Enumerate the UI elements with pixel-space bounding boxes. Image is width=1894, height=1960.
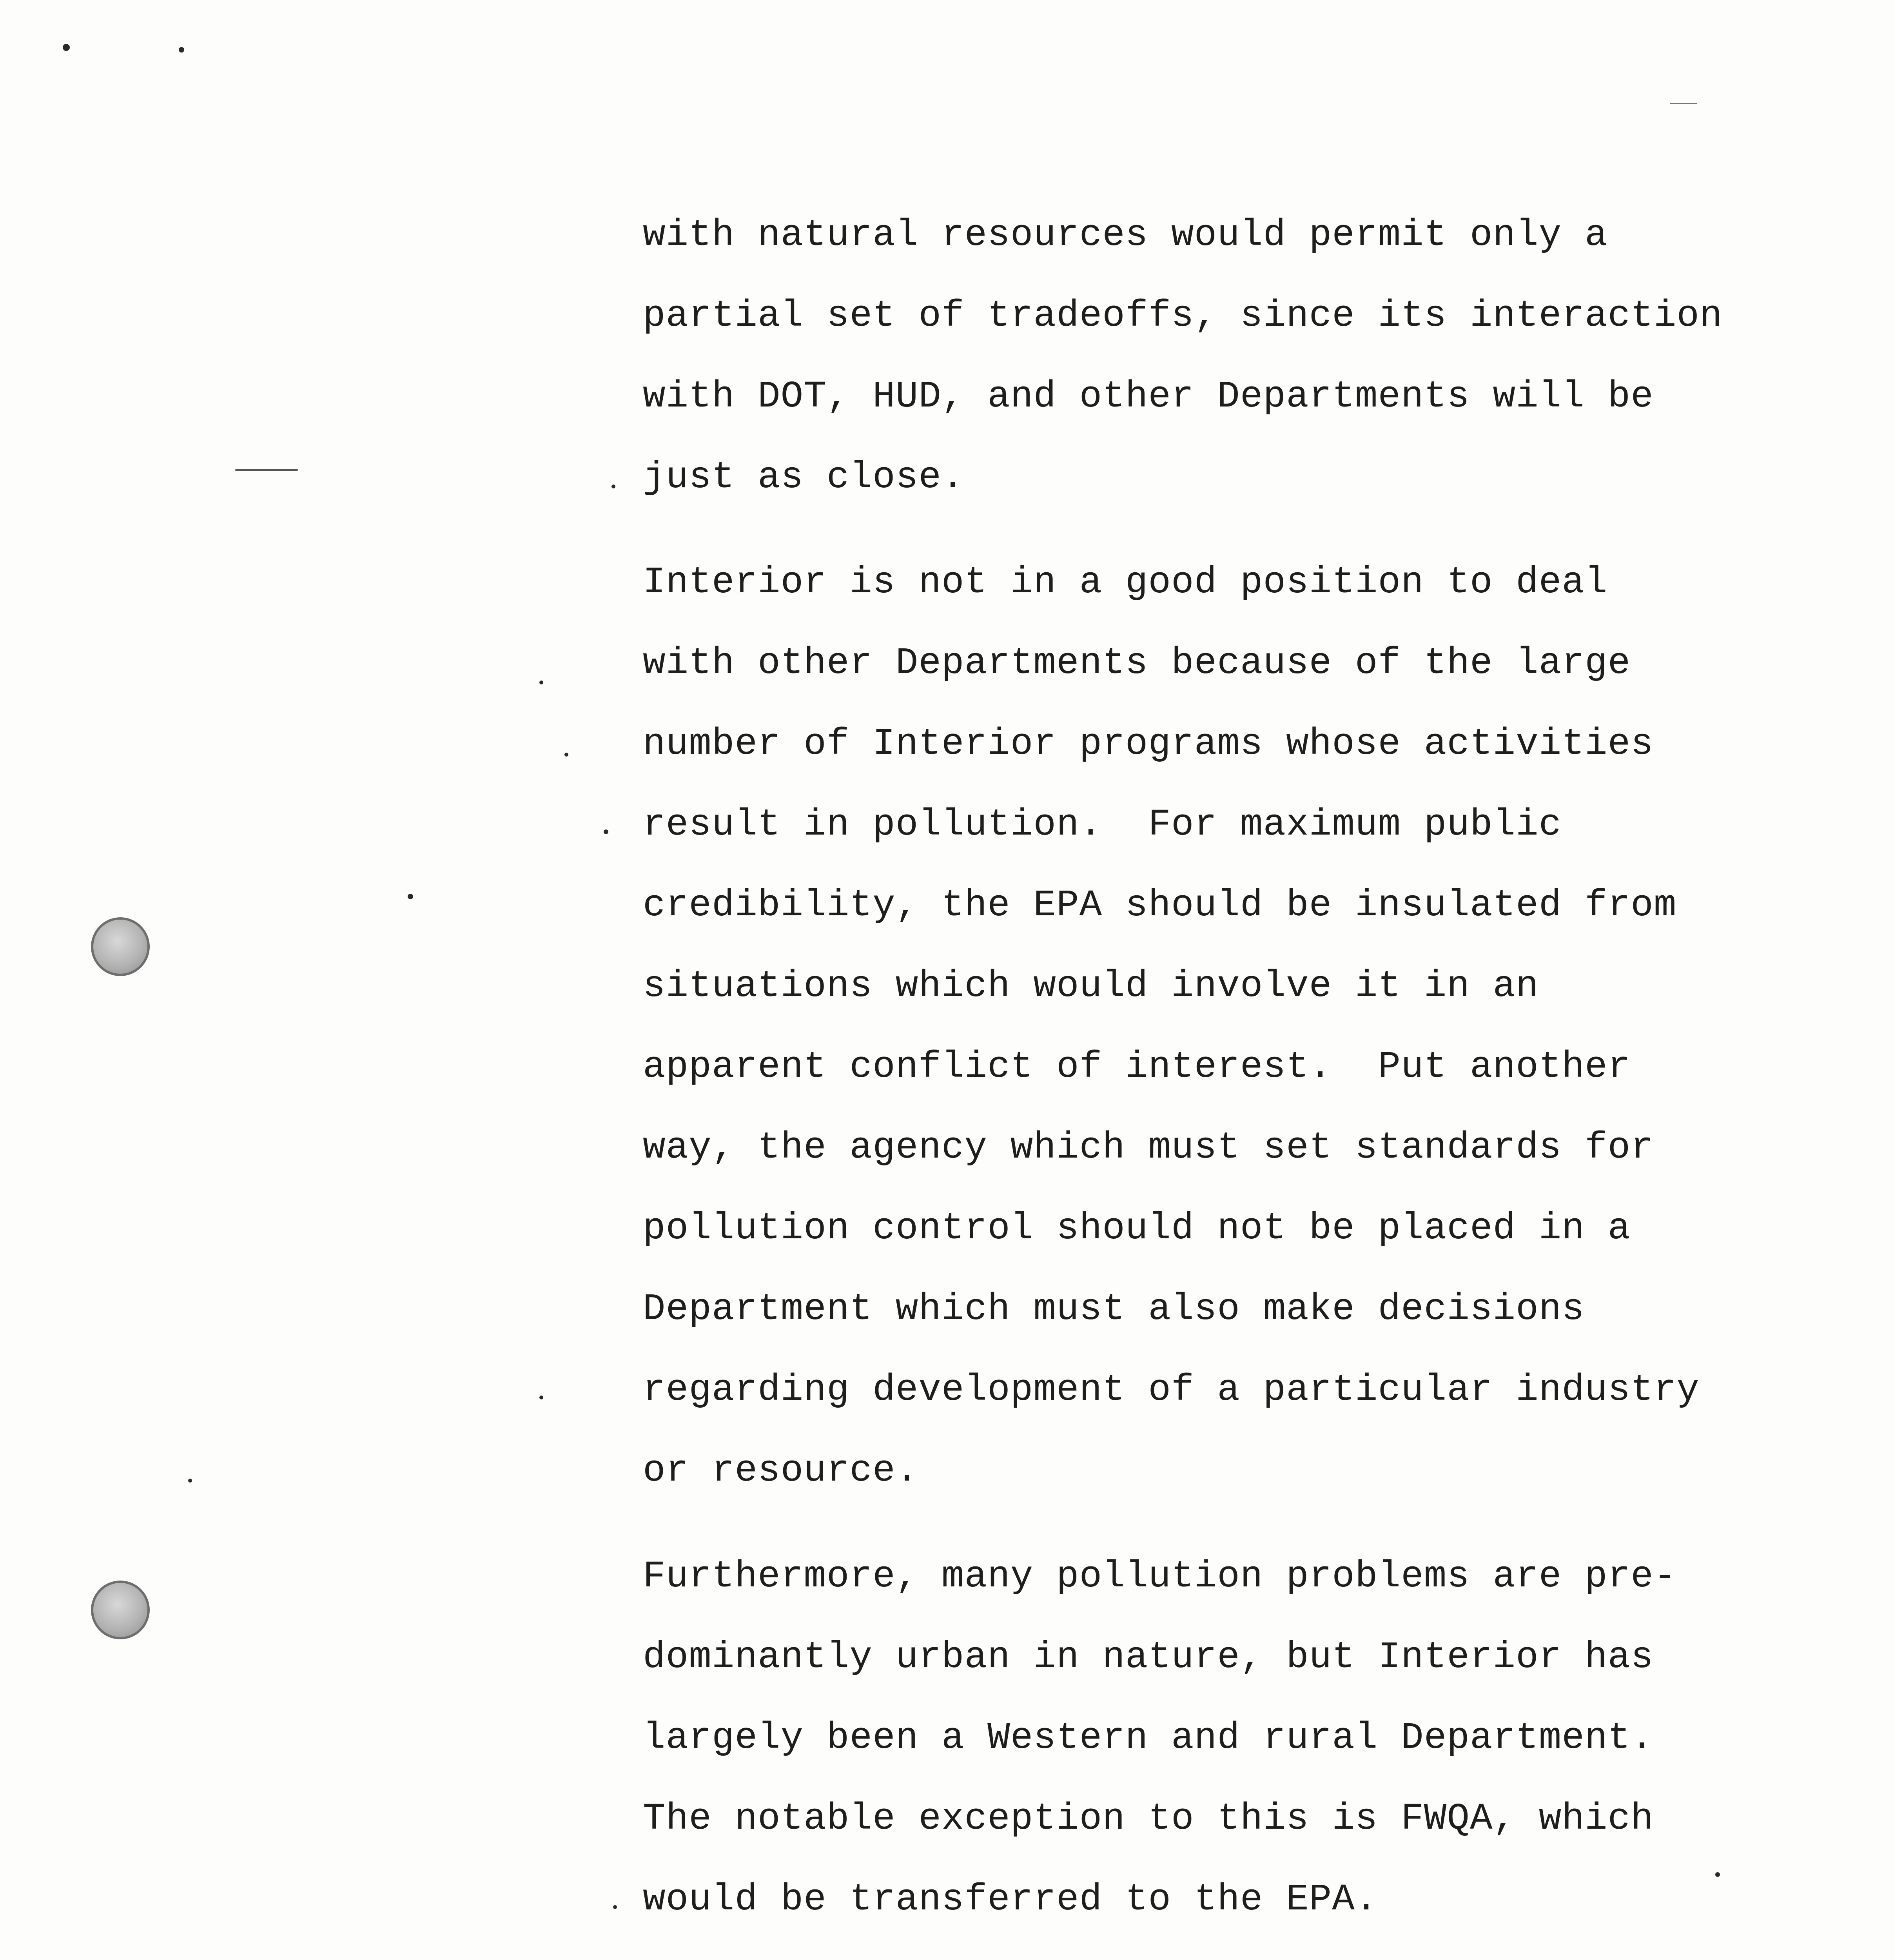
text-line: way, the agency which must set standards for — [643, 1126, 1654, 1169]
scan-speck — [63, 44, 70, 51]
scan-speck — [539, 681, 543, 684]
text-line: Department which must also make decisions — [643, 1288, 1585, 1330]
scan-speck — [564, 753, 568, 757]
text-line: regarding development of a particular industry — [643, 1368, 1700, 1411]
text-line: with DOT, HUD, and other Departments will be — [643, 375, 1654, 418]
text-line: dominantly urban in nature, but Interior has — [643, 1636, 1654, 1679]
text-line: just as close. — [643, 456, 965, 499]
text-line: The notable exception to this is FWQA, which — [643, 1797, 1654, 1840]
punch-hole-lower — [91, 1581, 150, 1639]
scan-speck — [1715, 1872, 1720, 1877]
text-line: partial set of tradeoffs, since its interaction — [643, 294, 1723, 337]
text-line: largely been a Western and rural Department. — [643, 1717, 1654, 1759]
scan-speck — [408, 894, 413, 899]
scan-speck — [539, 1396, 543, 1399]
scan-speck — [613, 1905, 617, 1909]
text-line: pollution control should not be placed in a — [643, 1207, 1631, 1250]
scan-speck — [604, 829, 608, 834]
scan-speck — [188, 1479, 192, 1483]
scan-speck — [235, 469, 298, 471]
text-line: would be transferred to the EPA. — [643, 1878, 1378, 1921]
text-line: credibility, the EPA should be insulated from — [643, 884, 1677, 927]
text-line: apparent conflict of interest. Put another — [643, 1045, 1631, 1088]
scan-speck — [179, 47, 184, 53]
text-line: situations which would involve it in an — [643, 965, 1539, 1007]
text-line: with natural resources would permit only a — [643, 214, 1608, 256]
text-line: with other Departments because of the large — [643, 642, 1631, 684]
text-line: number of Interior programs whose activities — [643, 722, 1654, 765]
text-line: Furthermore, many pollution problems are pre- — [643, 1555, 1677, 1598]
text-line: Interior is not in a good position to deal — [643, 561, 1608, 604]
text-line: or resource. — [643, 1449, 919, 1492]
scan-speck — [611, 485, 615, 488]
scan-speck — [1670, 103, 1697, 104]
text-line: result in pollution. For maximum public — [643, 803, 1562, 846]
punch-hole-upper — [91, 917, 150, 976]
